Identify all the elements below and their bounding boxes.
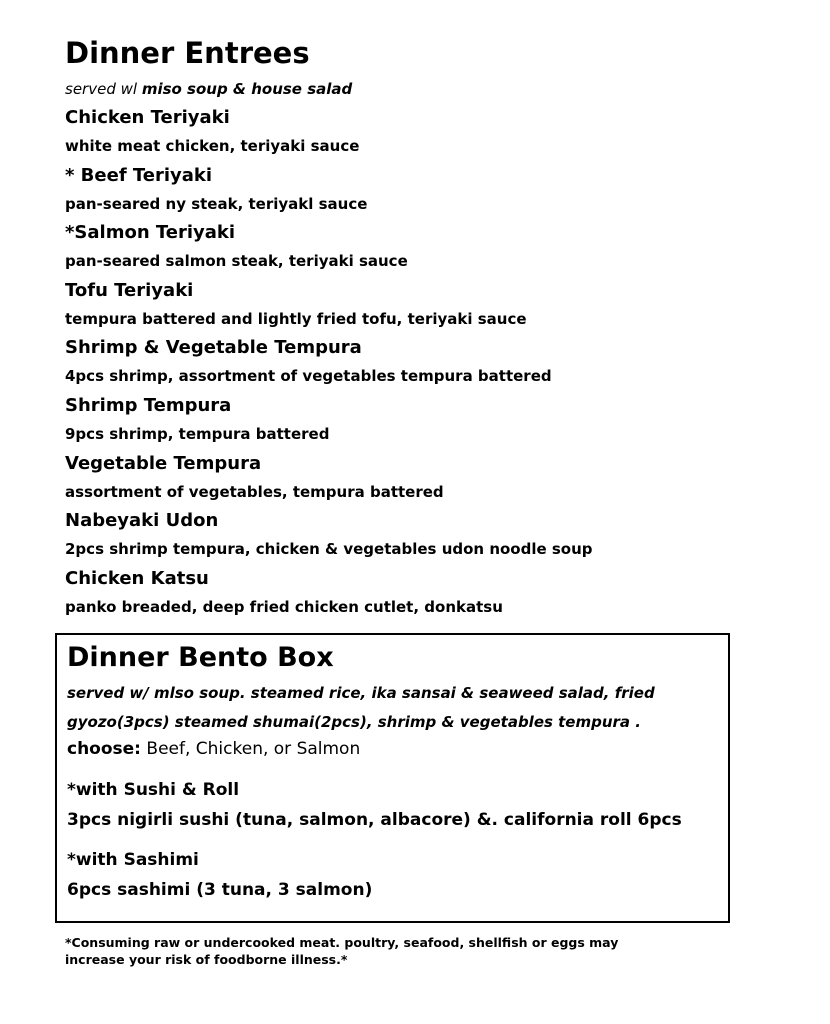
entrees-list bbox=[65, 103, 765, 621]
entree-name: Shrimp Tempura bbox=[65, 394, 232, 416]
entree-name: Vegetable Tempura bbox=[65, 452, 262, 474]
entrees-subtitle-prefix: served wl bbox=[65, 80, 142, 98]
entree-item bbox=[65, 391, 765, 449]
entree-desc: 4pcs shrimp, assortment of vegetables tempura battered bbox=[65, 367, 552, 386]
bento-choose-label: choose: bbox=[67, 739, 141, 759]
entree-name: *Salmon Teriyaki bbox=[65, 222, 236, 244]
entree-desc: pan-seared salmon steak, teriyaki sauce bbox=[65, 252, 408, 271]
health-disclaimer bbox=[65, 934, 685, 968]
entree-item bbox=[65, 103, 765, 161]
entree-desc: 2pcs shrimp tempura, chicken & vegetables udon noodle soup bbox=[65, 540, 593, 559]
entree-name: Shrimp & Vegetable Tempura bbox=[65, 337, 362, 359]
entree-name: Tofu Teriyaki bbox=[65, 279, 194, 301]
bento-option-desc: 3pcs nigirli sushi (tuna, salmon, albacore) &. california roll 6pcs bbox=[67, 810, 682, 830]
disclaimer-line2: increase your risk of foodborne illness.* bbox=[65, 952, 348, 967]
entree-desc: 9pcs shrimp, tempura battered bbox=[65, 424, 330, 443]
entree-item bbox=[65, 161, 765, 219]
entree-item bbox=[65, 276, 765, 334]
entree-item bbox=[65, 218, 765, 276]
entree-name: Chicken Katsu bbox=[65, 567, 209, 589]
entree-item bbox=[65, 333, 765, 391]
bento-box-section bbox=[55, 633, 730, 923]
entree-desc: tempura battered and lightly fried tofu, teriyaki sauce bbox=[65, 309, 527, 328]
entree-desc: white meat chicken, teriyaki sauce bbox=[65, 137, 360, 155]
bento-option-desc: 6pcs sashimi (3 tuna, 3 salmon) bbox=[67, 880, 373, 900]
bento-subtitle-line2: gyozo(3pcs) steamed shumai(2pcs), shrimp & vegetables tempura . bbox=[67, 713, 641, 731]
entree-name: Chicken Teriyaki bbox=[65, 107, 230, 128]
bento-option-name: *with Sushi & Roll bbox=[67, 780, 240, 800]
entree-item bbox=[65, 506, 765, 564]
entrees-subtitle-bold: miso soup & house salad bbox=[141, 80, 353, 98]
bento-subtitle-line1: served w/ mlso soup. steamed rice, ika sansai & seaweed salad, fried bbox=[67, 684, 655, 702]
entree-desc: pan-seared ny steak, teriyakl sauce bbox=[65, 194, 368, 213]
bento-option-name: *with Sashimi bbox=[67, 850, 199, 870]
disclaimer-line1: *Consuming raw or undercooked meat. poultry, seafood, shellfish or eggs may bbox=[65, 935, 619, 950]
entree-name: Nabeyaki Udon bbox=[65, 510, 219, 532]
bento-choose bbox=[67, 739, 360, 759]
entree-item bbox=[65, 449, 765, 507]
bento-title: Dinner Bento Box bbox=[67, 642, 334, 673]
entree-desc: assortment of vegetables, tempura battered bbox=[65, 482, 444, 501]
entrees-title: Dinner Entrees bbox=[65, 36, 310, 70]
bento-choose-options: Beef, Chicken, or Salmon bbox=[141, 739, 361, 759]
entrees-subtitle bbox=[65, 80, 352, 98]
entree-name: * Beef Teriyaki bbox=[65, 164, 213, 186]
entree-item bbox=[65, 564, 765, 622]
entree-desc: panko breaded, deep fried chicken cutlet, donkatsu bbox=[65, 597, 503, 616]
